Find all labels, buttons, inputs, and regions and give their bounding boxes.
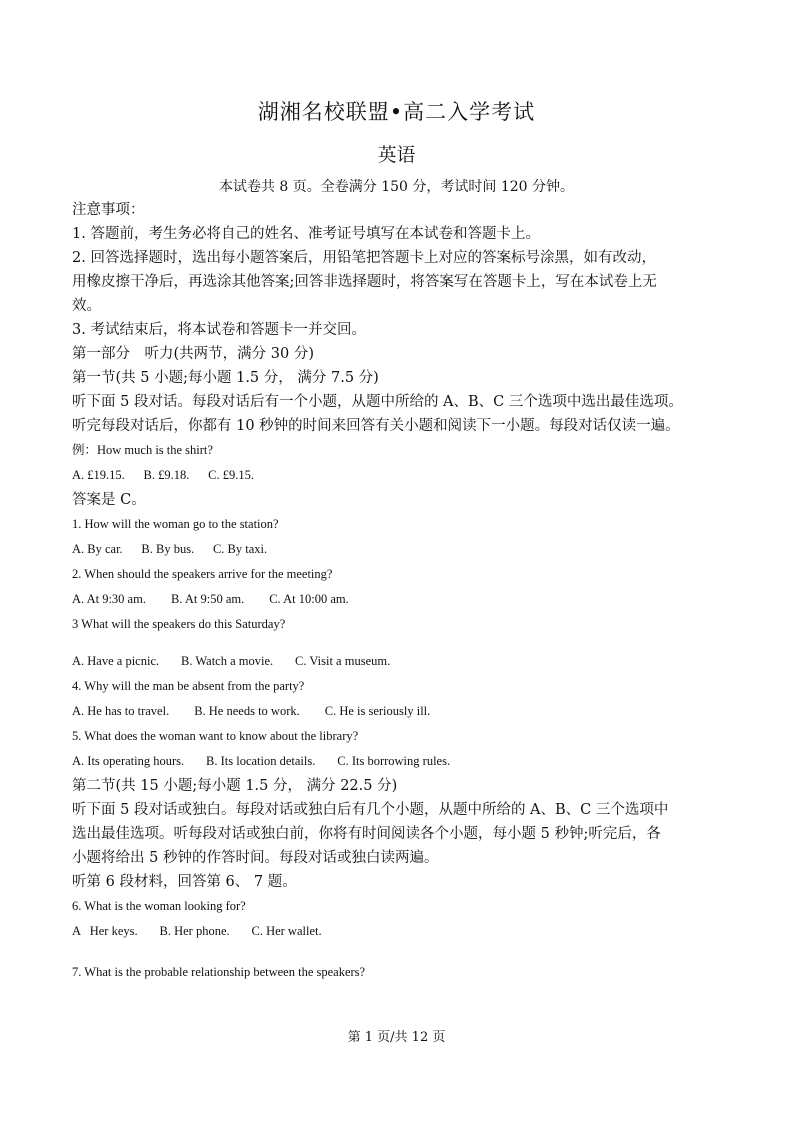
question-6: 6. What is the woman looking for? [72, 899, 246, 913]
question-2-options: A. At 9:30 am. B. At 9:50 am. C. At 10:00 am. [72, 592, 349, 606]
section1-heading: 第一节(共 5 小题;每小题 1.5 分， 满分 7.5 分) [72, 370, 379, 386]
section2-instructions-c: 小题将给出 5 秒钟的作答时间。每段对话或独白读两遍。 [72, 850, 439, 866]
example-options: A. £19.15. B. £9.18. C. £9.15. [72, 468, 254, 482]
question-3: 3 What will the speakers do this Saturday? [72, 617, 286, 631]
notice-item-2c: 效。 [72, 298, 101, 314]
section2-instructions-b: 选出最佳选项。听每段对话或独白前，你将有时间阅读各个小题，每小题 5 秒钟;听完后，各 [72, 826, 661, 842]
question-5: 5. What does the woman want to know about the library? [72, 729, 359, 743]
material-6-instruction: 听第 6 段材料，回答第 6、 7 题。 [72, 874, 297, 890]
section2-heading: 第二节(共 15 小题;每小题 1.5 分， 满分 22.5 分) [72, 778, 398, 794]
section2-instructions-a: 听下面 5 段对话或独白。每段对话或独白后有几个小题，从题中所给的 A、B、C 三个选项中 [72, 802, 669, 818]
exam-subject: 英语 [377, 144, 416, 166]
part1-heading: 第一部分 听力(共两节，满分 30 分) [72, 346, 314, 362]
notice-heading: 注意事项： [72, 202, 145, 218]
notice-item-2a: 2. 回答选择题时，选出每小题答案后，用铅笔把答题卡上对应的答案标号涂黑，如有改动， [72, 250, 656, 266]
notice-item-2b: 用橡皮擦干净后，再选涂其他答案;回答非选择题时，将答案写在答题卡上，写在本试卷上无 [72, 274, 657, 290]
section1-instructions-a: 听下面 5 段对话。每段对话后有一个小题，从题中所给的 A、B、C 三个选项中选出最佳选项。 [72, 394, 683, 410]
question-3-options: A. Have a picnic. B. Watch a movie. C. Visit a museum. [72, 654, 391, 668]
question-4: 4. Why will the man be absent from the party? [72, 679, 305, 693]
question-2: 2. When should the speakers arrive for the meeting? [72, 567, 333, 581]
question-7: 7. What is the probable relationship between the speakers? [72, 965, 366, 979]
exam-body [72, 198, 752, 985]
example-answer: 答案是 C。 [72, 492, 146, 508]
question-4-options: A. He has to travel. B. He needs to work. C. He is seriously ill. [72, 704, 431, 718]
exam-title: 湖湘名校联盟•高二入学考试 [257, 100, 536, 124]
question-6-options: A Her keys. B. Her phone. C. Her wallet. [72, 924, 322, 938]
question-5-options: A. Its operating hours. B. Its location details. C. Its borrowing rules. [72, 754, 451, 768]
section1-instructions-b: 听完每段对话后，你都有 10 秒钟的时间来回答有关小题和阅读下一小题。每段对话仅读一遍。 [72, 418, 680, 434]
question-1: 1. How will the woman go to the station? [72, 517, 279, 531]
exam-intro: 本试卷共 8 页。全卷满分 150 分，考试时间 120 分钟。 [218, 179, 575, 195]
notice-item-3: 3. 考试结束后，将本试卷和答题卡一并交回。 [72, 322, 366, 338]
example-question: 例：How much is the shirt? [72, 443, 213, 457]
page-footer: 第 1 页/共 12 页 [347, 1030, 446, 1045]
notice-item-1: 1. 答题前，考生务必将自己的姓名、准考证号填写在本试卷和答题卡上。 [72, 226, 540, 242]
question-1-options: A. By car. B. By bus. C. By taxi. [72, 542, 268, 556]
